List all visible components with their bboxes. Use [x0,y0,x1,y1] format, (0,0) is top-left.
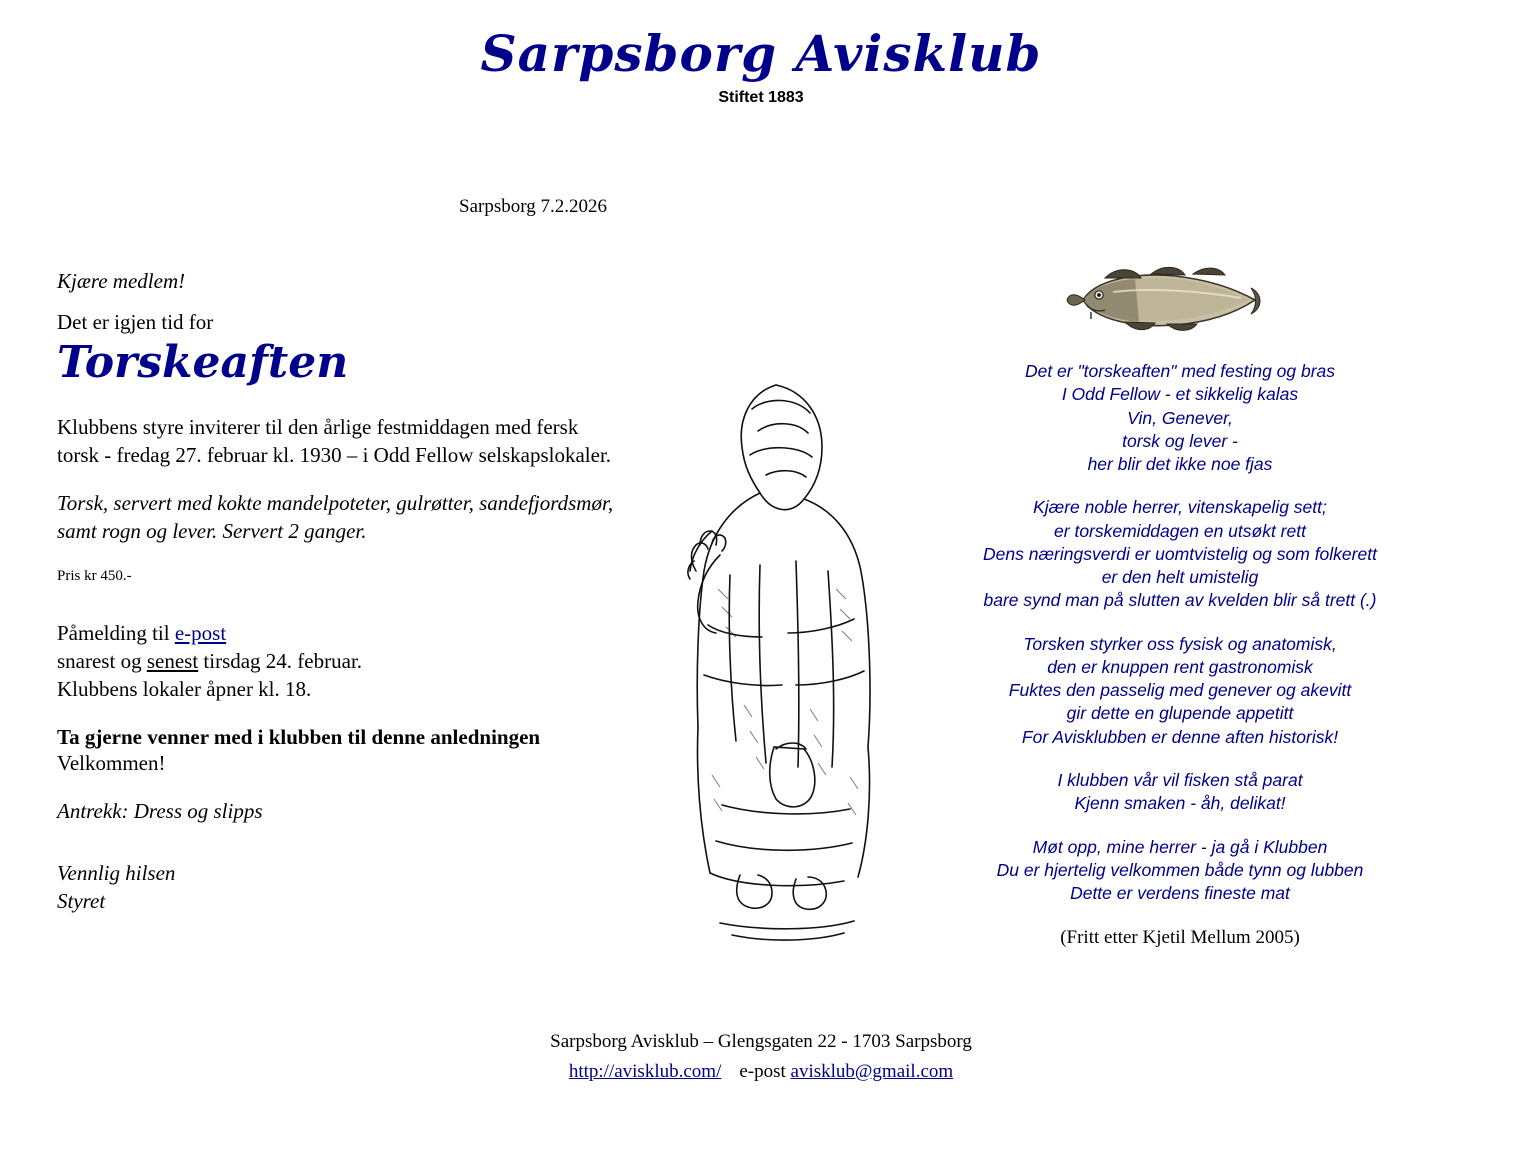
poem-line: torsk og lever - [1122,430,1238,451]
poem-stanza-1 [940,360,1420,476]
poem-line: Du er hjertelig velkommen både tynn og lubben [996,859,1364,880]
invitation-paragraph: Klubbens styre inviterer til den årlige festmiddagen med fersk torsk - fredag 27. februar kl. 1930 – i Odd Fellow selskapslokaler. [57,415,612,468]
footer-address: Sarpsborg Avisklub – Glengsgaten 22 - 1703 Sarpsborg [550,1031,972,1052]
poem-line: er den helt umistelig [1101,567,1259,588]
dresscode-line: Antrekk: Dress og slipps [57,799,263,824]
deadline-emphasis: senest [146,649,199,674]
poem-stanza-2 [940,496,1420,612]
doors-line: Klubbens lokaler åpner kl. 18. [57,676,312,701]
poem-line: Møt opp, mine herrer - ja gå i Klubben [1032,836,1328,857]
deadline-line [57,648,617,676]
footer [0,1028,1522,1085]
deadline-suffix: tirsdag 24. februar. [198,649,363,674]
poem-line: Vin, Genever, [1127,407,1233,428]
deadline-prefix: snarest og [57,649,147,674]
masthead [0,26,1522,107]
poem-column [940,360,1420,951]
signup-prefix: Påmelding til [57,621,175,646]
intro-line: Det er igjen tid for [57,309,214,334]
greeting: Kjære medlem! [57,269,186,293]
poem-stanza-3 [940,633,1420,749]
poem-line: bare synd man på slutten av kvelden blir så trett (.) [983,590,1377,611]
monk-engraving-icon [600,375,930,965]
regards-line: Vennlig hilsen [57,860,176,885]
poem-line: Dens næringsverdi er uomtvistelig og som folkerett [983,543,1377,564]
poem-line: Torsken styrker oss fysisk og anatomisk, [1023,633,1337,654]
poem-stanza-5 [940,836,1420,906]
poem-line: Det er "torskeaften" med festing og bras [1024,361,1336,381]
letter-body [57,268,617,935]
poem-line: den er knuppen rent gastronomisk [1047,656,1313,677]
signup-line [57,620,617,648]
poem-line: her blir det ikke noe fjas [1087,454,1273,475]
menu-paragraph: Torsk, servert med kokte mandelpoteter, gulrøtter, sandefjordsmør, samt rogn og lever. Servert 2 ganger. [57,490,614,543]
poem-line: I Odd Fellow - et sikkelig kalas [1061,384,1299,405]
poem-line: I klubben vår vil fisken stå parat [1057,769,1303,790]
poem-line: Kjære noble herrer, vitenskapelig sett; [1033,497,1327,518]
poem-line: er torskemiddagen en utsøkt rett [1054,520,1306,541]
event-title: Torskeaften [57,336,349,388]
club-name: Sarpsborg Avisklub [480,24,1042,83]
signature-line: Styret [57,888,106,913]
website-link[interactable]: http://avisklub.com/ [568,1060,722,1082]
founded-year: Stiftet 1883 [718,89,804,106]
poem-credit: (Fritt etter Kjetil Mellum 2005) [1060,927,1300,949]
cod-fish-icon [1065,262,1265,334]
email-link[interactable]: e-post [174,621,227,646]
dateline: Sarpsborg 7.2.2026 [459,196,607,217]
poem-line: Kjenn smaken - åh, delikat! [1074,793,1286,814]
footer-email-link[interactable]: avisklub@gmail.com [790,1060,954,1082]
poem-line: gir dette en glupende appetitt [1066,703,1294,724]
footer-email-label: e-post [739,1060,791,1082]
footer-contact [0,1058,1522,1086]
welcome-line: Velkommen! [57,751,166,776]
poem-line: Dette er verdens fineste mat [1070,883,1290,904]
bring-friends-line: Ta gjerne venner med i klubben til denne anledningen [57,724,541,749]
poem-line: Fuktes den passelig med genever og akevitt [1008,680,1352,701]
price-line: Pris kr 450.- [57,568,132,585]
poem-line: For Avisklubben er denne aften historisk! [1021,726,1339,747]
poem-stanza-4 [940,769,1420,816]
